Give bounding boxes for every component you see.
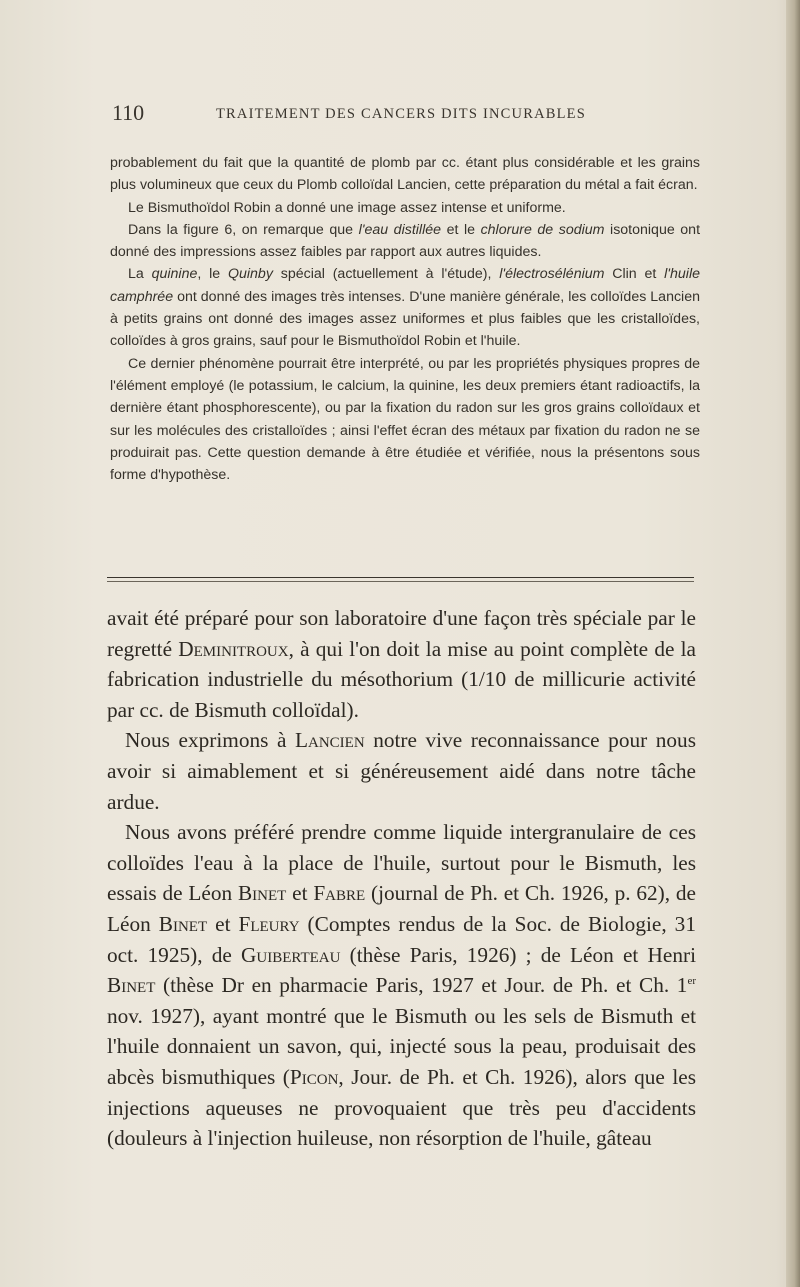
running-head: TRAITEMENT DES CANCERS DITS INCURABLES (216, 106, 586, 122)
author-name: Binet (107, 973, 156, 998)
author-name: Fabre (313, 881, 366, 906)
author-name: Binet (158, 911, 208, 936)
emphasis: l'huile camphrée (110, 266, 700, 305)
text-run: et (286, 881, 314, 906)
emphasis: quinine (151, 266, 198, 283)
text-run: avait été préparé pour son laboratoire d'une façon très spéciale par le regretté (107, 606, 696, 661)
small-print-block (110, 152, 700, 486)
small-paragraph-2: Le Bismuthoïdol Robin a donné une image assez intense et uniforme. (128, 199, 566, 216)
section-divider (107, 577, 694, 578)
small-paragraph-4 (110, 263, 700, 352)
main-paragraph-3 (107, 817, 696, 1154)
text-run: spécial (actuellement à l'étude), (272, 266, 500, 283)
text-run: (thèse Paris, 1926) ; de Léon et Henri (340, 942, 696, 967)
author-name: Deminitroux (178, 636, 289, 661)
text-run: notre vive reconnaissance pour nous avoir si aimablement et si généreusement aidé dans notre tâche ardue. (107, 728, 696, 814)
text-run: ont donné des images très intenses. D'une manière générale, les colloïdes Lancien à petits grains ont donné des images assez uniformes et plus faibles que les cristalloïdes, colloïdes à gros grains, sauf pour le Bismuthoïdol Robin et l'huile. (110, 288, 700, 350)
text-run: et (207, 911, 239, 936)
main-paragraph-2 (107, 725, 696, 817)
text-run: , à qui l'on doit la mise au point complète de la fabrication industrielle du mésothorium (1/10 de millicurie activité par cc. de Bismuth colloïdal). (107, 636, 696, 722)
page-header (112, 100, 702, 126)
page-number: 110 (112, 100, 145, 125)
emphasis: chlorure de sodium (480, 221, 605, 238)
text-run: Dans la figure 6, on remarque que (128, 221, 359, 238)
small-paragraph-5: Ce dernier phénomène pourrait être interprété, ou par les propriétés physiques propres de l'élément employé (le potassium, le calcium, la quinine, les deux premiers étant radioactifs, la dernière étant phosphorescente), ou par la fixation du radon sur les gros grains colloïdaux et sur les molécules des cristalloïdes ; ainsi l'effet écran des métaux par fixation du radon ne se produirait pas. Cette question demande à être étudiée et vérifiée, nous la présentons sous forme d'hypothèse. (110, 355, 700, 484)
emphasis: l'eau distillée (358, 221, 442, 238)
text-run: , Jour. de Ph. et Ch. 1926), alors que les injections aqueuses ne provoquaient que très peu d'accidents (douleurs à l'injection huileuse, non résorption de l'huile, gâteau (107, 1064, 696, 1151)
text-run: Clin et (604, 266, 665, 283)
text-run: et le (441, 221, 481, 238)
main-text-block (107, 603, 696, 1154)
emphasis: Quinby (227, 266, 273, 283)
text-run: , le (197, 266, 228, 283)
text-run: (thèse Dr en pharmacie Paris, 1927 et Jour. de Ph. et Ch. 1 (155, 973, 688, 998)
small-paragraph-1: probablement du fait que la quantité de plomb par cc. étant plus considérable et les grains plus volumineux que ceux du Plomb colloïdal Lancien, cette préparation du métal a fait écran. (110, 155, 700, 194)
author-name: Binet (237, 881, 287, 906)
emphasis: l'électrosélénium (499, 266, 605, 283)
text-run: Nous avons préféré prendre comme liquide intergranulaire de ces colloïdes l'eau à la place de l'huile, surtout pour le Bismuth, les essais de Léon (107, 820, 696, 906)
text-run: La (128, 266, 152, 283)
section-divider-thin (107, 581, 694, 582)
superscript: er (687, 975, 696, 988)
text-run: nov. 1927), ayant montré que le Bismuth ou les sels de Bismuth et l'huile donnaient un savon, qui, injecté sous la peau, produisait des abcès bismuthiques ( (107, 1003, 696, 1089)
text-run: (Comptes rendus de la Soc. de Biologie, 31 oct. 1925), de (107, 911, 696, 967)
author-name: Fleury (238, 911, 300, 936)
text-run: isotonique ont donné des impressions assez faibles par rapport aux autres liquides. (110, 221, 701, 261)
author-name: Guiberteau (241, 942, 341, 967)
text-run: Nous exprimons à (125, 728, 295, 753)
text-run: (journal de Ph. et Ch. 1926, p. 62), de Léon (107, 881, 696, 936)
main-paragraph-1 (107, 603, 696, 725)
author-name: Lancien (294, 728, 365, 753)
small-paragraph-3 (110, 219, 700, 264)
page-edge-shadow (786, 0, 800, 1287)
author-name: Picon (289, 1064, 339, 1089)
